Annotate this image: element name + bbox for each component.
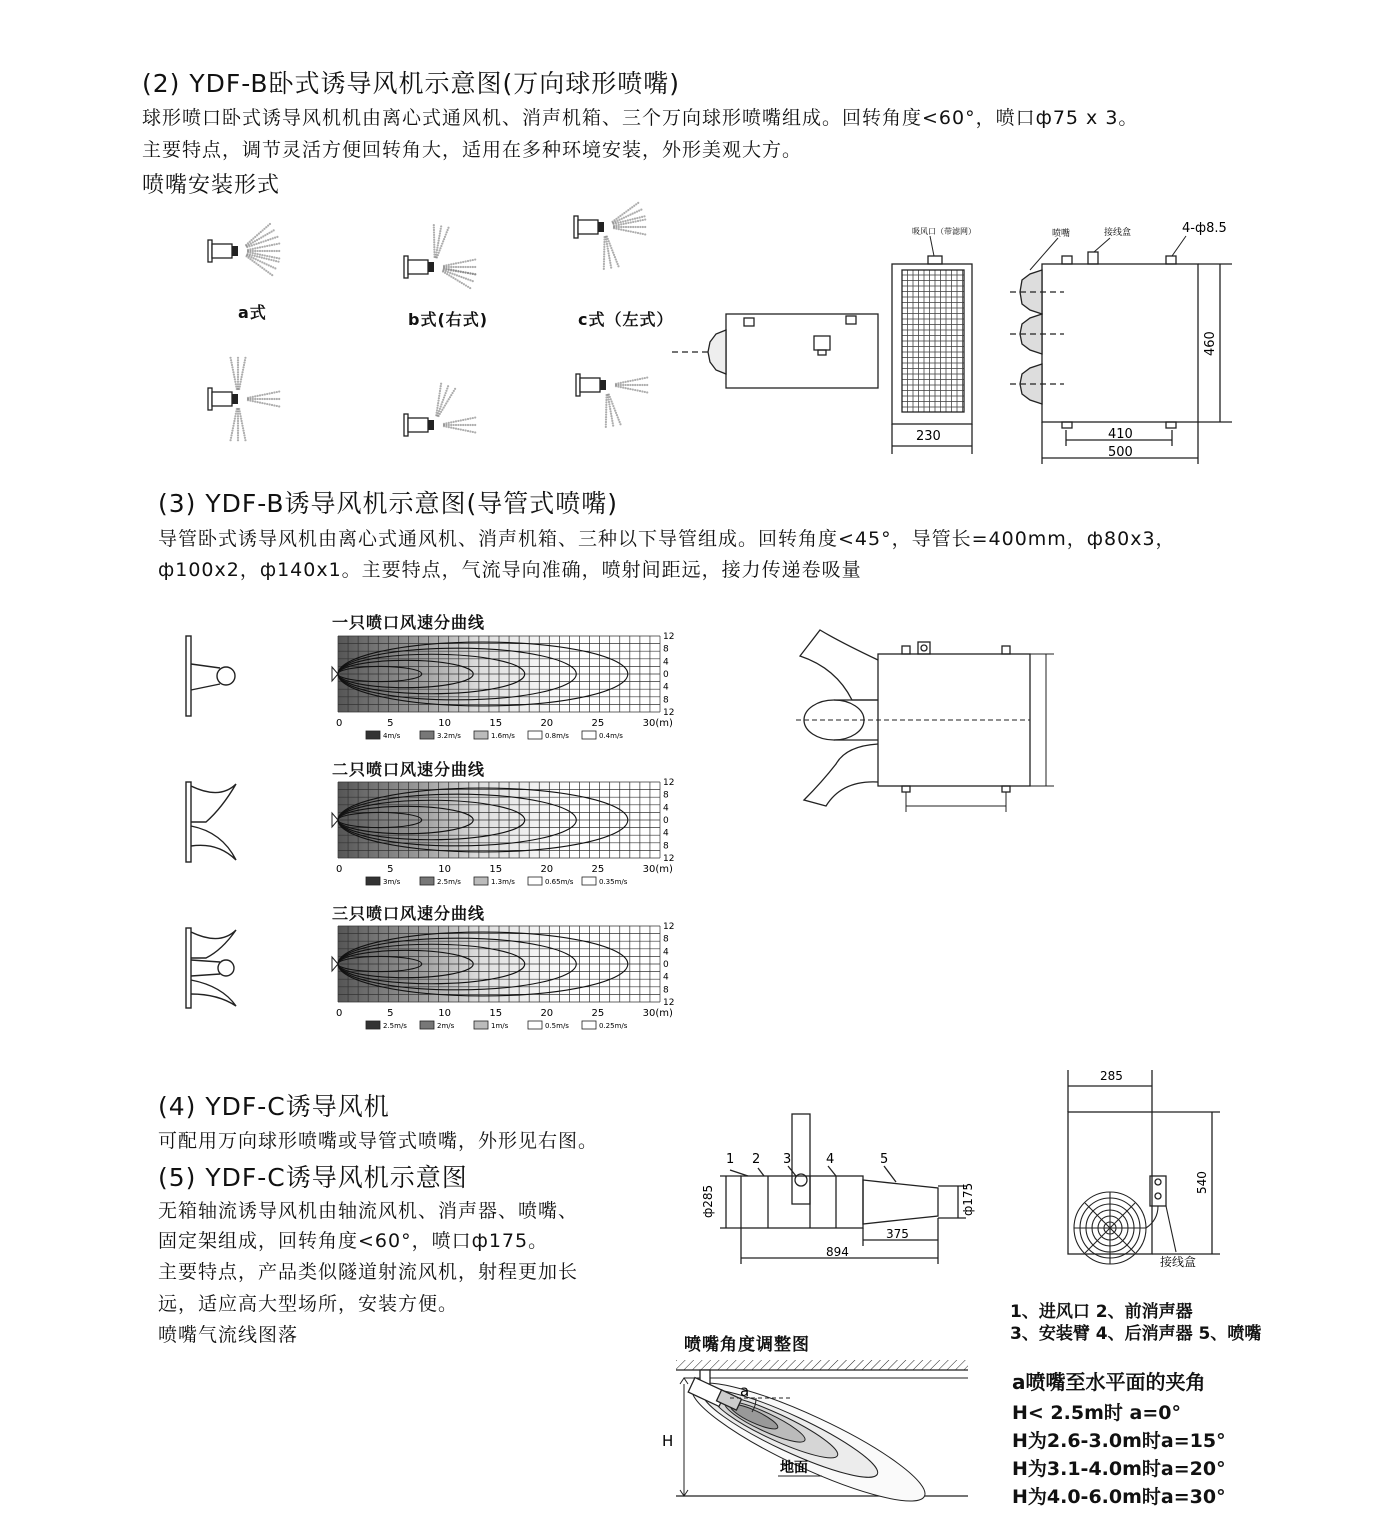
section2-line1: 球形喷口卧式诱导风机机由离心式通风机、消声机箱、三个万向球形喷嘴组成。回转角度<60°，喷口ф75 x 3。 xyxy=(142,107,1139,129)
dim-phi285: ф285 xyxy=(701,1184,715,1218)
y-tick: 12 xyxy=(663,998,675,1008)
section4-title: (4) YDF-C诱导风机 xyxy=(158,1092,390,1121)
y-tick: 12 xyxy=(663,854,675,864)
legend-label: 0.4m/s xyxy=(599,732,623,740)
angle-rule-1: H< 2.5m时 a=0° xyxy=(1012,1402,1181,1424)
legend-label: 0.65m/s xyxy=(545,878,574,886)
legend-label: 3.2m/s xyxy=(437,732,461,740)
x-tick: 10 xyxy=(438,864,451,875)
side-dim-540: 540 xyxy=(1195,1171,1209,1194)
section2-line2: 主要特点，调节灵活方便回转角大，适用在多种环境安装，外形美观大方。 xyxy=(142,139,803,161)
label-type-a: a式 xyxy=(238,303,267,322)
x-tick: 25 xyxy=(591,1008,605,1019)
y-tick: 0 xyxy=(663,816,669,826)
dim-894: 894 xyxy=(826,1245,849,1259)
x-tick: 0 xyxy=(336,718,343,729)
y-tick: 4 xyxy=(663,803,669,814)
section5-title: (5) YDF-C诱导风机示意图 xyxy=(158,1163,468,1192)
angle-rule-3: H为3.1-4.0m时a=20° xyxy=(1012,1458,1226,1480)
x-tick: 30(m) xyxy=(642,864,673,875)
legend-label: 3m/s xyxy=(383,878,401,886)
side-junction-box: 接线盒 xyxy=(1160,1255,1197,1269)
legend-label: 2m/s xyxy=(437,1022,455,1030)
x-tick: 25 xyxy=(591,718,605,729)
legend-label: 1.6m/s xyxy=(491,732,515,740)
y-tick: 12 xyxy=(663,632,675,642)
chart1-title: 一只喷口风速分曲线 xyxy=(332,613,486,632)
y-tick: 8 xyxy=(663,790,669,801)
height-h-label: H xyxy=(662,1432,674,1450)
y-tick: 0 xyxy=(663,960,669,970)
angle-rule-4: H为4.0-6.0m时a=30° xyxy=(1012,1486,1226,1508)
dim-phi175: ф175 xyxy=(961,1182,975,1216)
x-tick: 5 xyxy=(387,718,394,729)
x-tick: 5 xyxy=(387,864,394,875)
y-tick: 12 xyxy=(663,708,675,718)
y-tick: 8 xyxy=(663,644,669,655)
y-tick: 0 xyxy=(663,670,669,680)
section3-line1: 导管卧式诱导风机由离心式通风机、消声机箱、三种以下导管组成。回转角度<45°，导管长=400mm，ф80x3， xyxy=(158,528,1176,550)
x-tick: 30(m) xyxy=(642,718,673,729)
legend-label: 0.8m/s xyxy=(545,732,569,740)
section5-line1: 无箱轴流诱导风机由轴流风机、消声器、喷嘴、 xyxy=(158,1200,579,1222)
part-2: 2 xyxy=(752,1152,761,1167)
x-tick: 15 xyxy=(489,864,503,875)
side-dim-285: 285 xyxy=(1100,1069,1123,1083)
dim-500: 500 xyxy=(1108,445,1133,460)
section5-line2: 固定架组成，回转角度<60°，喷口ф175。 xyxy=(158,1230,549,1252)
part-3: 3 xyxy=(783,1152,792,1167)
dim-375: 375 xyxy=(886,1227,909,1241)
x-tick: 5 xyxy=(387,1008,394,1019)
y-tick: 4 xyxy=(663,947,669,958)
legend-label: 4m/s xyxy=(383,732,401,740)
intake-label: 吸风口（带滤网） xyxy=(912,227,976,236)
dim-410: 410 xyxy=(1108,427,1133,442)
x-tick: 0 xyxy=(336,864,343,875)
install-forms-title: 喷嘴安装形式 xyxy=(142,173,281,198)
y-tick: 4 xyxy=(663,972,669,983)
legend-label: 2.5m/s xyxy=(383,1022,407,1030)
section2-title: (2) YDF-B卧式诱导风机示意图(万向球形喷嘴) xyxy=(142,69,681,98)
legend-label: 2.5m/s xyxy=(437,878,461,886)
section5-line4: 远，适应高大型场所，安装方便。 xyxy=(158,1293,459,1315)
nozzle-label: 喷嘴 xyxy=(1052,229,1071,239)
section3-line2: ф100x2，ф140x1。主要特点，气流导向准确，喷射间距远，接力传递卷吸量 xyxy=(158,559,862,581)
section5-line3: 主要特点，产品类似隧道射流风机，射程更加长 xyxy=(158,1261,579,1283)
x-tick: 10 xyxy=(438,1008,451,1019)
part-4: 4 xyxy=(826,1152,835,1167)
dim-230: 230 xyxy=(916,429,941,444)
x-tick: 20 xyxy=(540,864,554,875)
y-tick: 12 xyxy=(663,778,675,788)
flow-chart-title: 喷嘴气流线图落 xyxy=(158,1324,299,1346)
section3-title: (3) YDF-B诱导风机示意图(导管式喷嘴) xyxy=(158,489,619,518)
angle-title: 喷嘴角度调整图 xyxy=(684,1335,810,1355)
x-tick: 15 xyxy=(489,718,503,729)
angle-rules-title: a喷嘴至水平面的夹角 xyxy=(1012,1370,1206,1394)
ground-label: 地面 xyxy=(780,1460,808,1476)
label-type-c: c式（左式） xyxy=(578,310,674,329)
section4-line1: 可配用万向球形喷嘴或导管式喷嘴，外形见右图。 xyxy=(158,1130,599,1152)
y-tick: 4 xyxy=(663,682,669,693)
chart2-title: 二只喷口风速分曲线 xyxy=(332,760,486,779)
x-tick: 20 xyxy=(540,718,554,729)
part-5: 5 xyxy=(880,1152,889,1167)
y-tick: 8 xyxy=(663,695,669,706)
x-tick: 0 xyxy=(336,1008,343,1019)
legend-label: 1m/s xyxy=(491,1022,509,1030)
holes-label: 4-ф8.5 xyxy=(1182,221,1227,236)
legend-label: 0.35m/s xyxy=(599,878,628,886)
parts-list-2: 3、安装臂 4、后消声器 5、喷嘴 xyxy=(1010,1324,1262,1344)
dim-460: 460 xyxy=(1203,331,1218,356)
y-tick: 4 xyxy=(663,828,669,839)
angle-rule-2: H为2.6-3.0m时a=15° xyxy=(1012,1430,1226,1452)
legend-label: 1.3m/s xyxy=(491,878,515,886)
x-tick: 15 xyxy=(489,1008,503,1019)
legend-label: 0.25m/s xyxy=(599,1022,628,1030)
x-tick: 25 xyxy=(591,864,605,875)
x-tick: 10 xyxy=(438,718,451,729)
y-tick: 12 xyxy=(663,922,675,932)
label-type-b: b式(右式) xyxy=(408,310,489,329)
chart3-title: 三只喷口风速分曲线 xyxy=(332,904,486,923)
y-tick: 8 xyxy=(663,841,669,852)
part-1: 1 xyxy=(726,1152,735,1167)
y-tick: 8 xyxy=(663,985,669,996)
x-tick: 20 xyxy=(540,1008,554,1019)
angle-a-label: a xyxy=(740,1382,750,1400)
junction-box-label: 接线盒 xyxy=(1104,228,1132,238)
y-tick: 4 xyxy=(663,657,669,668)
parts-list-1: 1、进风口 2、前消声器 xyxy=(1010,1302,1193,1322)
y-tick: 8 xyxy=(663,934,669,945)
x-tick: 30(m) xyxy=(642,1008,673,1019)
legend-label: 0.5m/s xyxy=(545,1022,569,1030)
